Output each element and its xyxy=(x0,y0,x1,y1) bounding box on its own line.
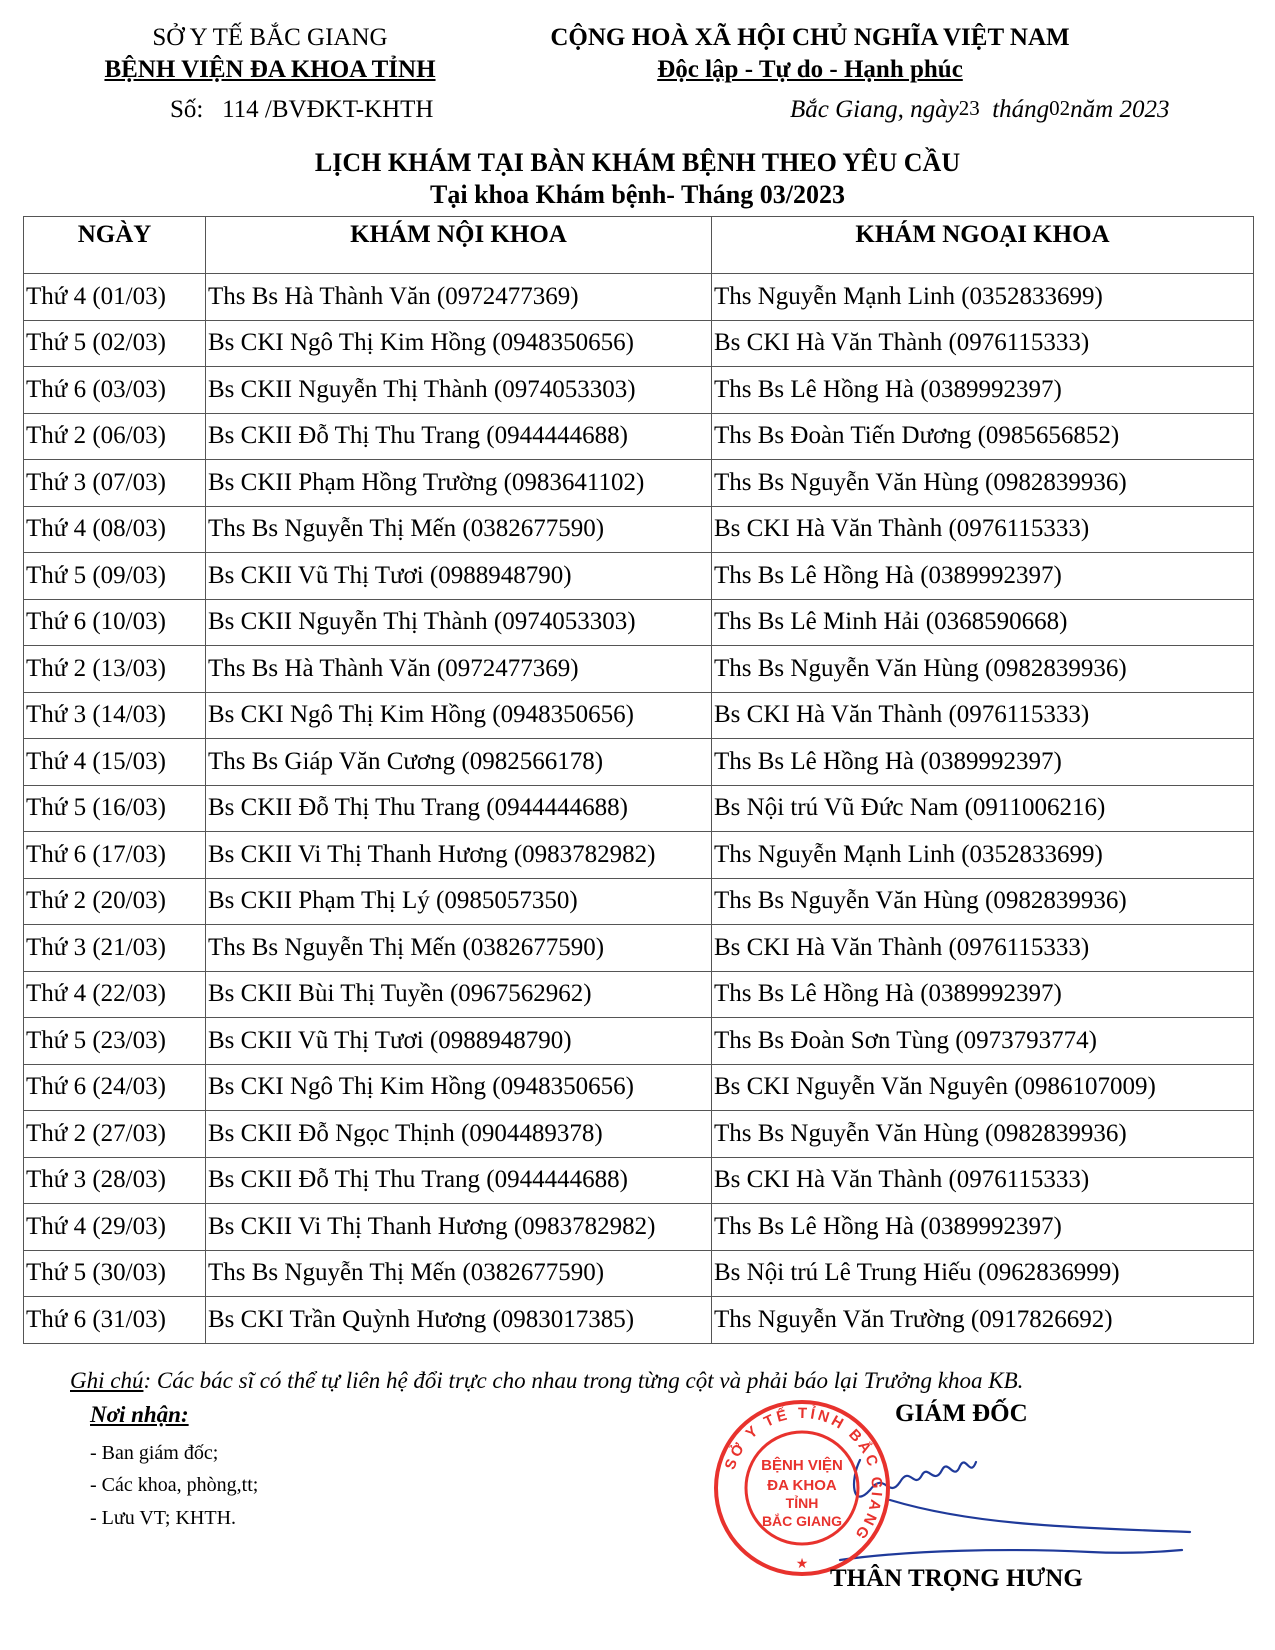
cell-internal-medicine: Ths Bs Nguyễn Thị Mến (0382677590) xyxy=(206,925,712,972)
cell-internal-medicine: Ths Bs Nguyễn Thị Mến (0382677590) xyxy=(206,1250,712,1297)
hospital-name: BỆNH VIỆN ĐA KHOA TỈNH xyxy=(104,56,436,83)
table-row xyxy=(24,460,1254,507)
table-row xyxy=(24,320,1254,367)
schedule-table-body xyxy=(24,274,1254,1344)
cell-date: Thứ 5 (23/03) xyxy=(24,1018,206,1065)
cell-internal-medicine: Bs CKII Nguyễn Thị Thành (0974053303) xyxy=(206,599,712,646)
recipient-item: - Các khoa, phòng,tt; xyxy=(90,1474,259,1496)
date-day: 23 xyxy=(958,96,980,120)
cell-surgery: Bs Nội trú Vũ Đức Nam (0911006216) xyxy=(712,785,1254,832)
column-header-internal: KHÁM NỘI KHOA xyxy=(206,217,712,274)
table-row xyxy=(24,1204,1254,1251)
table-row xyxy=(24,1111,1254,1158)
cell-surgery: Ths Bs Nguyễn Văn Hùng (0982839936) xyxy=(712,1111,1254,1158)
cell-surgery: Ths Nguyễn Văn Trường (0917826692) xyxy=(712,1297,1254,1344)
document-title: LỊCH KHÁM TẠI BÀN KHÁM BỆNH THEO YÊU CẦU xyxy=(314,148,961,177)
issuer-block xyxy=(90,22,450,86)
table-row xyxy=(24,785,1254,832)
table-row xyxy=(24,553,1254,600)
cell-internal-medicine: Ths Bs Hà Thành Văn (0972477369) xyxy=(206,274,712,321)
table-row xyxy=(24,1250,1254,1297)
cell-date: Thứ 4 (22/03) xyxy=(24,971,206,1018)
table-row xyxy=(24,413,1254,460)
stamp-outer-text: SỞ Y TẾ TỈNH BẮC GIANG xyxy=(721,1404,886,1545)
table-row xyxy=(24,506,1254,553)
cell-internal-medicine: Bs CKII Đỗ Thị Thu Trang (0944444688) xyxy=(206,785,712,832)
director-title: GIÁM ĐỐC xyxy=(895,1400,1028,1427)
cell-internal-medicine: Bs CKII Vũ Thị Tươi (0988948790) xyxy=(206,1018,712,1065)
cell-internal-medicine: Bs CKI Ngô Thị Kim Hồng (0948350656) xyxy=(206,320,712,367)
stamp-line: BẮC GIANG xyxy=(761,1513,843,1529)
cell-internal-medicine: Bs CKII Vi Thị Thanh Hương (0983782982) xyxy=(206,1204,712,1251)
agency-name: SỞ Y TẾ BẮC GIANG xyxy=(152,24,388,51)
recipients-label: Nơi nhận: xyxy=(90,1402,189,1427)
cell-surgery: Bs CKI Hà Văn Thành (0976115333) xyxy=(712,692,1254,739)
document-date xyxy=(790,96,1169,124)
cell-internal-medicine: Bs CKII Bùi Thị Tuyền (0967562962) xyxy=(206,971,712,1018)
date-month-label: tháng xyxy=(992,96,1050,123)
date-month: 02 xyxy=(1049,96,1071,120)
cell-internal-medicine: Bs CKII Đỗ Ngọc Thịnh (0904489378) xyxy=(206,1111,712,1158)
cell-surgery: Bs CKI Hà Văn Thành (0976115333) xyxy=(712,1157,1254,1204)
number-value: 114 /BVĐKT-KHTH xyxy=(222,96,434,123)
note xyxy=(70,1368,1023,1394)
cell-internal-medicine: Bs CKII Đỗ Thị Thu Trang (0944444688) xyxy=(206,413,712,460)
table-row xyxy=(24,1064,1254,1111)
cell-date: Thứ 6 (17/03) xyxy=(24,832,206,879)
cell-internal-medicine: Bs CKII Vi Thị Thanh Hương (0983782982) xyxy=(206,832,712,879)
cell-date: Thứ 3 (14/03) xyxy=(24,692,206,739)
cell-surgery: Ths Bs Lê Hồng Hà (0389992397) xyxy=(712,367,1254,414)
cell-surgery: Ths Bs Lê Hồng Hà (0389992397) xyxy=(712,739,1254,786)
cell-surgery: Ths Nguyễn Mạnh Linh (0352833699) xyxy=(712,832,1254,879)
stamp-line: BỆNH VIỆN xyxy=(761,1457,843,1474)
stamp-line: TỈNH xyxy=(785,1495,819,1511)
cell-internal-medicine: Ths Bs Giáp Văn Cương (0982566178) xyxy=(206,739,712,786)
cell-surgery: Ths Bs Đoàn Sơn Tùng (0973793774) xyxy=(712,1018,1254,1065)
cell-surgery: Ths Bs Lê Hồng Hà (0389992397) xyxy=(712,553,1254,600)
national-header xyxy=(500,22,1120,86)
cell-internal-medicine: Bs CKII Vũ Thị Tươi (0988948790) xyxy=(206,553,712,600)
cell-internal-medicine: Bs CKII Phạm Hồng Trường (0983641102) xyxy=(206,460,712,507)
cell-date: Thứ 2 (13/03) xyxy=(24,646,206,693)
column-header-surgical: KHÁM NGOẠI KHOA xyxy=(712,217,1254,274)
table-row xyxy=(24,367,1254,414)
cell-surgery: Bs CKI Nguyễn Văn Nguyên (0986107009) xyxy=(712,1064,1254,1111)
cell-date: Thứ 6 (03/03) xyxy=(24,367,206,414)
cell-internal-medicine: Bs CKI Ngô Thị Kim Hồng (0948350656) xyxy=(206,692,712,739)
signer-name: THÂN TRỌNG HƯNG xyxy=(830,1565,1083,1592)
cell-internal-medicine: Bs CKI Trần Quỳnh Hương (0983017385) xyxy=(206,1297,712,1344)
cell-internal-medicine: Bs CKII Nguyễn Thị Thành (0974053303) xyxy=(206,367,712,414)
cell-internal-medicine: Ths Bs Nguyễn Thị Mến (0382677590) xyxy=(206,506,712,553)
cell-date: Thứ 4 (15/03) xyxy=(24,739,206,786)
table-row xyxy=(24,692,1254,739)
table-row xyxy=(24,832,1254,879)
cell-date: Thứ 3 (28/03) xyxy=(24,1157,206,1204)
table-row xyxy=(24,274,1254,321)
cell-date: Thứ 4 (29/03) xyxy=(24,1204,206,1251)
cell-surgery: Bs CKI Hà Văn Thành (0976115333) xyxy=(712,506,1254,553)
table-row xyxy=(24,925,1254,972)
cell-surgery: Ths Bs Nguyễn Văn Hùng (0982839936) xyxy=(712,646,1254,693)
cell-surgery: Ths Bs Đoàn Tiến Dương (0985656852) xyxy=(712,413,1254,460)
cell-surgery: Ths Bs Nguyễn Văn Hùng (0982839936) xyxy=(712,878,1254,925)
cell-date: Thứ 6 (10/03) xyxy=(24,599,206,646)
document-number xyxy=(170,96,433,124)
date-prefix: Bắc Giang, ngày xyxy=(790,96,959,123)
cell-internal-medicine: Ths Bs Hà Thành Văn (0972477369) xyxy=(206,646,712,693)
cell-internal-medicine: Bs CKI Ngô Thị Kim Hồng (0948350656) xyxy=(206,1064,712,1111)
table-header-row xyxy=(24,217,1254,274)
motto: Độc lập - Tự do - Hạnh phúc xyxy=(657,56,963,83)
cell-date: Thứ 3 (21/03) xyxy=(24,925,206,972)
cell-surgery: Ths Bs Lê Minh Hải (0368590668) xyxy=(712,599,1254,646)
stamp-star-icon: ★ xyxy=(795,1556,809,1572)
cell-internal-medicine: Bs CKII Phạm Thị Lý (0985057350) xyxy=(206,878,712,925)
note-text: : Các bác sĩ có thể tự liên hệ đổi trực cho nhau trong từng cột và phải báo lại Trưởng khoa KB. xyxy=(143,1368,1024,1393)
cell-internal-medicine: Bs CKII Đỗ Thị Thu Trang (0944444688) xyxy=(206,1157,712,1204)
cell-surgery: Ths Bs Nguyễn Văn Hùng (0982839936) xyxy=(712,460,1254,507)
cell-date: Thứ 2 (27/03) xyxy=(24,1111,206,1158)
table-row xyxy=(24,878,1254,925)
cell-date: Thứ 4 (08/03) xyxy=(24,506,206,553)
cell-date: Thứ 5 (09/03) xyxy=(24,553,206,600)
cell-surgery: Ths Bs Lê Hồng Hà (0389992397) xyxy=(712,971,1254,1018)
schedule-table xyxy=(23,216,1254,1344)
cell-surgery: Ths Nguyễn Mạnh Linh (0352833699) xyxy=(712,274,1254,321)
column-header-date: NGÀY xyxy=(24,217,206,274)
number-label: Số: xyxy=(170,96,204,123)
recipient-item: - Lưu VT; KHTH. xyxy=(90,1507,237,1529)
date-year: năm 2023 xyxy=(1070,96,1170,123)
cell-date: Thứ 5 (16/03) xyxy=(24,785,206,832)
table-row xyxy=(24,1157,1254,1204)
official-stamp xyxy=(712,1398,892,1578)
table-row xyxy=(24,739,1254,786)
cell-surgery: Bs CKI Hà Văn Thành (0976115333) xyxy=(712,320,1254,367)
table-row xyxy=(24,646,1254,693)
cell-date: Thứ 6 (31/03) xyxy=(24,1297,206,1344)
note-label: Ghi chú xyxy=(70,1368,144,1393)
table-row xyxy=(24,1297,1254,1344)
cell-surgery: Bs CKI Hà Văn Thành (0976115333) xyxy=(712,925,1254,972)
document-subtitle: Tại khoa Khám bệnh- Tháng 03/2023 xyxy=(430,180,845,209)
cell-date: Thứ 4 (01/03) xyxy=(24,274,206,321)
country-name: CỘNG HOÀ XÃ HỘI CHỦ NGHĨA VIỆT NAM xyxy=(550,24,1070,51)
cell-date: Thứ 3 (07/03) xyxy=(24,460,206,507)
table-row xyxy=(24,1018,1254,1065)
cell-date: Thứ 2 (06/03) xyxy=(24,413,206,460)
cell-date: Thứ 5 (02/03) xyxy=(24,320,206,367)
table-row xyxy=(24,599,1254,646)
table-row xyxy=(24,971,1254,1018)
cell-date: Thứ 5 (30/03) xyxy=(24,1250,206,1297)
cell-surgery: Ths Bs Lê Hồng Hà (0389992397) xyxy=(712,1204,1254,1251)
recipient-item: - Ban giám đốc; xyxy=(90,1442,219,1464)
cell-surgery: Bs Nội trú Lê Trung Hiếu (0962836999) xyxy=(712,1250,1254,1297)
cell-date: Thứ 6 (24/03) xyxy=(24,1064,206,1111)
cell-date: Thứ 2 (20/03) xyxy=(24,878,206,925)
stamp-line: ĐA KHOA xyxy=(767,1477,837,1494)
